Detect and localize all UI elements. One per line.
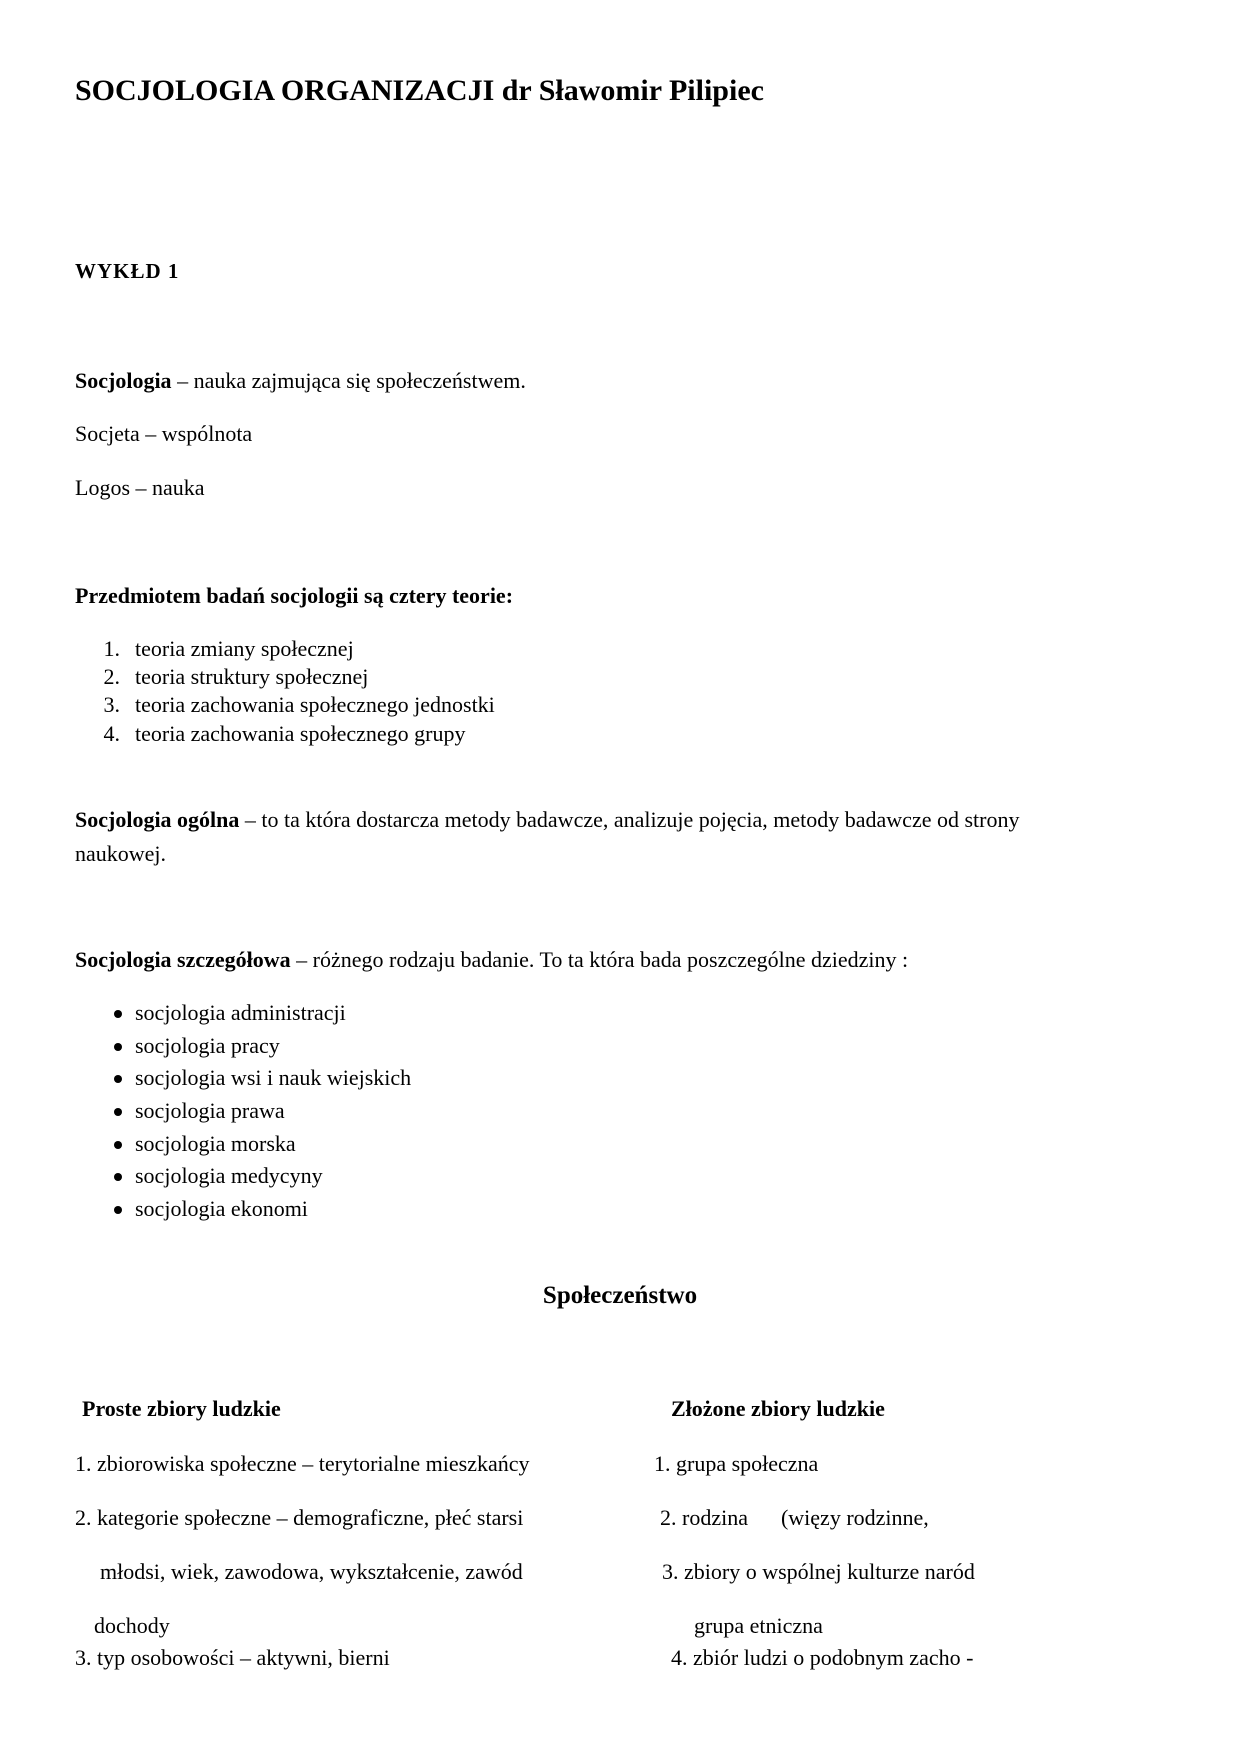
definition-szczegolowa (75, 943, 908, 977)
bullet-icon (114, 1173, 122, 1181)
lecture-heading: WYKŁD 1 (75, 259, 180, 283)
right-column-heading: Złożone zbiory ludzkie (671, 1396, 885, 1421)
term-ogolna: Socjologia ogólna (75, 807, 240, 832)
bullet-icon (114, 1043, 122, 1051)
section-heading-spoleczenstwo: Społeczeństwo (542, 1282, 698, 1309)
etymology-socjeta: Socjeta – wspólnota (75, 421, 253, 446)
bullet-icon (114, 1108, 122, 1116)
left-column-line: dochody (94, 1613, 170, 1638)
term-szczegolowa: Socjologia szczegółowa (75, 947, 291, 972)
right-column-line: 4. zbiór ludzi o podobnym zacho - (671, 1645, 974, 1670)
definition-ogolna-continued: naukowej. (75, 841, 167, 866)
left-column-line: 3. typ osobowości – aktywni, bierni (75, 1645, 390, 1670)
bullet-icon (114, 1010, 122, 1018)
term-socjologia: Socjologia (75, 368, 172, 393)
definition-text: – różnego rodzaju badanie. To ta która bada poszczególne dziedziny : (290, 947, 909, 972)
bullet-icon (114, 1075, 122, 1083)
subject-heading (75, 579, 513, 613)
right-column-line: 1. grupa społeczna (654, 1451, 819, 1476)
left-column-line: 2. kategorie społeczne – demograficzne, płeć starsi (75, 1505, 524, 1530)
fields-list: socjologia administracji socjologia pracy socjologia wsi i nauk wiejskich socjologia prawa socjologia morska socjologia medycyny socjologia ekonomi (80, 1000, 680, 1230)
etymology-logos: Logos – nauka (75, 475, 205, 500)
document-title: SOCJOLOGIA ORGANIZACJI dr Sławomir Pilipiec (75, 74, 764, 107)
left-column-heading: Proste zbiory ludzkie (82, 1396, 281, 1421)
bullet-icon (114, 1206, 122, 1214)
definition-text: – nauka zajmująca się społeczeństwem. (171, 368, 526, 393)
subject-heading-text: Przedmiotem badań socjologii są cztery teorie: (75, 583, 514, 608)
definition-text: – to ta która dostarcza metody badawcze, analizuje pojęcia, metody badawcze od strony (239, 807, 1020, 832)
left-column-line: młodsi, wiek, zawodowa, wykształcenie, zawód (100, 1559, 523, 1584)
bullet-icon (114, 1141, 122, 1149)
theories-list: 1. teoria zmiany społecznej 2. teoria struktury społecznej 3. teoria zachowania społecznego jednostki 4. teoria zachowania społecznego grupy (103, 636, 495, 746)
right-column-line: grupa etniczna (694, 1613, 823, 1638)
definition-socjologia (75, 364, 526, 398)
left-column-line: 1. zbiorowiska społeczne – terytorialne mieszkańcy (75, 1451, 530, 1476)
right-column-line: 3. zbiory o wspólnej kulturze naród (662, 1559, 975, 1584)
right-column-line: 2. rodzina (więzy rodzinne, (660, 1505, 929, 1530)
definition-ogolna (75, 803, 1019, 837)
